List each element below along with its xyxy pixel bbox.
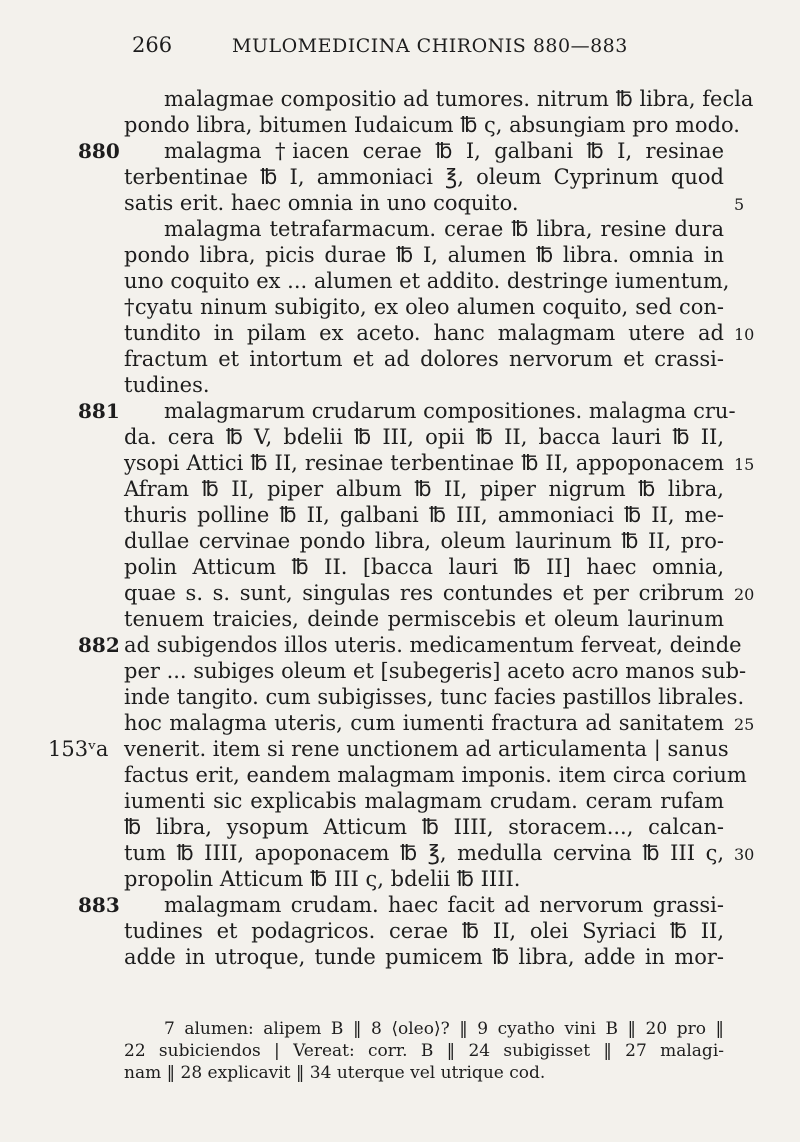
text-line: dullae cervinae pondo libra, oleum laurinum ℔ II, pro- [124, 529, 724, 553]
text-line: ysopi Attici ℔ II, resinae terbentinae ℔ II, appoponacem [124, 451, 724, 475]
text-line: ℔ libra, ysopum Atticum ℔ IIII, storacem..., calcan- [124, 815, 724, 839]
text-line: †cyatu ninum subigito, ex oleo alumen coquito, sed con- [124, 295, 724, 319]
text-line: da. cera ℔ V, bdelii ℔ III, opii ℔ II, bacca lauri ℔ II, [124, 425, 724, 449]
text-line: ad subigendos illos uteris. medicamentum ferveat, deinde [124, 633, 742, 657]
text-line: fractum et intortum et ad dolores nervorum et crassi- [124, 347, 724, 371]
footnote-line: 22 subiciendos | Vereat: corr. B ‖ 24 subigisset ‖ 27 malagi- [124, 1041, 724, 1061]
text-line: malagma †iacen cerae ℔ I, galbani ℔ I, resinae [164, 139, 724, 163]
footnote-line: 7 alumen: alipem B ‖ 8 ⟨oleo⟩? ‖ 9 cyatho vini B ‖ 20 pro ‖ [164, 1019, 724, 1039]
text-line: factus erit, eandem malagmam imponis. item circa corium [124, 763, 747, 787]
section-number: 882 [78, 633, 120, 657]
page-number: 266 [132, 33, 173, 57]
page-header [124, 33, 724, 63]
line-number: 5 [734, 195, 745, 214]
text-line: hoc malagma uteris, cum iumenti fractura ad sanitatem [124, 711, 724, 735]
text-line: tum ℔ IIII, apoponacem ℔ ℥, medulla cervina ℔ III ς, [124, 841, 724, 865]
section-number: 883 [78, 893, 120, 917]
text-line: tenuem traicies, deinde permiscebis et oleum laurinum [124, 607, 724, 631]
line-number: 10 [734, 325, 755, 344]
text-line: satis erit. haec omnia in uno coquito. [124, 191, 519, 215]
text-line: per ... subiges oleum et [subegeris] aceto acro manos sub- [124, 659, 747, 683]
text-line: tundito in pilam ex aceto. hanc malagmam utere ad [124, 321, 724, 345]
text-line: tudines. [124, 373, 210, 397]
text-line: thuris polline ℔ II, galbani ℔ III, ammoniaci ℔ II, me- [124, 503, 724, 527]
text-line: adde in utroque, tunde pumicem ℔ libra, adde in mor- [124, 945, 724, 969]
running-title: MULOMEDICINA CHIRONIS 880—883 [232, 35, 628, 57]
text-line: pondo libra, picis durae ℔ I, alumen ℔ libra. omnia in [124, 243, 724, 267]
text-line: quae s. s. sunt, singulas res contundes et per cribrum [124, 581, 724, 605]
text-line: uno coquito ex ... alumen et addito. destringe iumentum, [124, 269, 730, 293]
text-line: pondo libra, bitumen Iudaicum ℔ ς, absungiam pro modo. [124, 113, 740, 137]
section-number: 880 [78, 139, 120, 163]
footnote-line: nam ‖ 28 explicavit ‖ 34 uterque vel utrique cod. [124, 1063, 546, 1083]
text-line: tudines et podagricos. cerae ℔ II, olei Syriaci ℔ II, [124, 919, 724, 943]
text-line: propolin Atticum ℔ III ς, bdelii ℔ IIII. [124, 867, 521, 891]
text-line: polin Atticum ℔ II. [bacca lauri ℔ II] haec omnia, [124, 555, 724, 579]
text-line: malagmae compositio ad tumores. nitrum ℔ libra, fecla [164, 87, 754, 111]
line-number: 20 [734, 585, 755, 604]
text-line: iumenti sic explicabis malagmam crudam. ceram rufam [124, 789, 724, 813]
folio-marker: 153ᵛa [48, 737, 109, 761]
text-line: inde tangito. cum subigisses, tunc facies pastillos librales. [124, 685, 745, 709]
text-line: Afram ℔ II, piper album ℔ II, piper nigrum ℔ libra, [124, 477, 724, 501]
section-number: 881 [78, 399, 120, 423]
line-number: 25 [734, 715, 755, 734]
text-line: malagma tetrafarmacum. cerae ℔ libra, resine dura [164, 217, 724, 241]
text-line: malagmam crudam. haec facit ad nervorum grassi- [164, 893, 724, 917]
text-line: malagmarum crudarum compositiones. malagma cru- [164, 399, 736, 423]
line-number: 30 [734, 845, 755, 864]
text-line: terbentinae ℔ I, ammoniaci ℥, oleum Cyprinum quod [124, 165, 724, 189]
text-line: venerit. item si rene unctionem ad articulamenta | sanus [124, 737, 729, 761]
line-number: 15 [734, 455, 755, 474]
